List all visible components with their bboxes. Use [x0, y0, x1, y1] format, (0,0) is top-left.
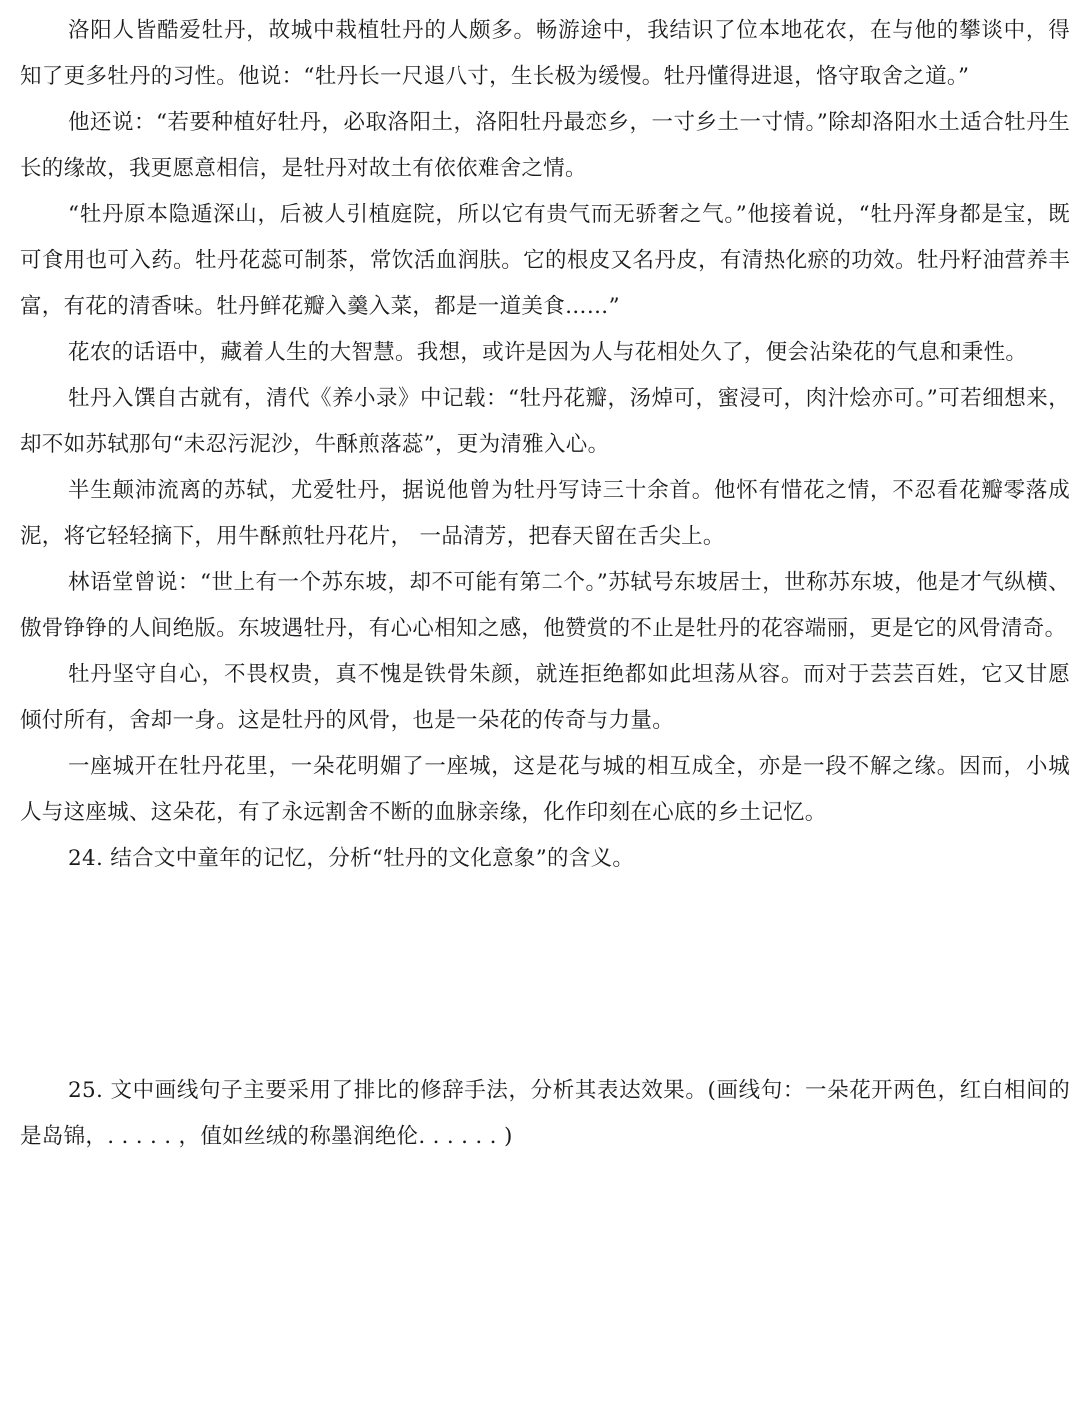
question-24: 24. 结合文中童年的记忆，分析“牡丹的文化意象”的含义。 — [68, 846, 635, 871]
paragraph-3: “牡丹原本隐遁深山，后被人引植庭院，所以它有贵气而无骄奢之气。”他接着说，“牡丹浑身都是宝，既可食用也可入药。牡丹花蕊可制茶，常饮活血润肤。它的根皮又名丹皮，有清热化瘀的功效。牡丹籽油营养丰富，有花的清香味。牡丹鲜花瓣入羹入菜，都是一道美食……” — [20, 202, 1070, 319]
paragraph-9: 一座城开在牡丹花里，一朵花明媚了一座城，这是花与城的相互成全，亦是一段不解之缘。因而，小城人与这座城、这朵花，有了永远割舍不断的血脉亲缘，化作印刻在心底的乡土记忆。 — [20, 754, 1070, 825]
answer-space-24 — [20, 882, 1070, 1068]
document-page — [20, 8, 1070, 1160]
paragraph-6: 半生颠沛流离的苏轼，尤爱牡丹，据说他曾为牡丹写诗三十余首。他怀有惜花之情，不忍看花瓣零落成泥，将它轻轻摘下，用牛酥煎牡丹花片， 一品清芳，把春天留在舌尖上。 — [20, 478, 1070, 549]
paragraph-8: 牡丹坚守自心，不畏权贵，真不愧是铁骨朱颜，就连拒绝都如此坦荡从容。而对于芸芸百姓，它又甘愿倾付所有，舍却一身。这是牡丹的风骨，也是一朵花的传奇与力量。 — [20, 662, 1070, 733]
paragraph-4: 花农的话语中，藏着人生的大智慧。我想，或许是因为人与花相处久了，便会沾染花的气息和秉性。 — [68, 340, 1028, 365]
paragraph-2: 他还说：“若要种植好牡丹，必取洛阳土，洛阳牡丹最恋乡，一寸乡土一寸情。”除却洛阳水土适合牡丹生长的缘故，我更愿意相信，是牡丹对故土有依依难舍之情。 — [20, 110, 1070, 181]
paragraph-7: 林语堂曾说：“世上有一个苏东坡，却不可能有第二个。”苏轼号东坡居士，世称苏东坡，他是才气纵横、傲骨铮铮的人间绝版。东坡遇牡丹，有心心相知之感，他赞赏的不止是牡丹的花容端丽，更是它的风骨清奇。 — [20, 570, 1070, 641]
paragraph-1: 洛阳人皆酷爱牡丹，故城中栽植牡丹的人颇多。畅游途中，我结识了位本地花农，在与他的攀谈中，得知了更多牡丹的习性。他说：“牡丹长一尺退八寸，生长极为缓慢。牡丹懂得进退，恪守取舍之道。” — [20, 18, 1070, 89]
question-25: 25. 文中画线句子主要采用了排比的修辞手法，分析其表达效果。(画线句：一朵花开两色，红白相间的是岛锦，. . . . . ，值如丝绒的称墨润绝伦. . . . . . ) — [20, 1078, 1070, 1149]
paragraph-5: 牡丹入馔自古就有，清代《养小录》中记载：“牡丹花瓣，汤焯可，蜜浸可，肉汁烩亦可。”可若细想来，却不如苏轼那句“未忍污泥沙，牛酥煎落蕊”，更为清雅入心。 — [20, 386, 1070, 457]
